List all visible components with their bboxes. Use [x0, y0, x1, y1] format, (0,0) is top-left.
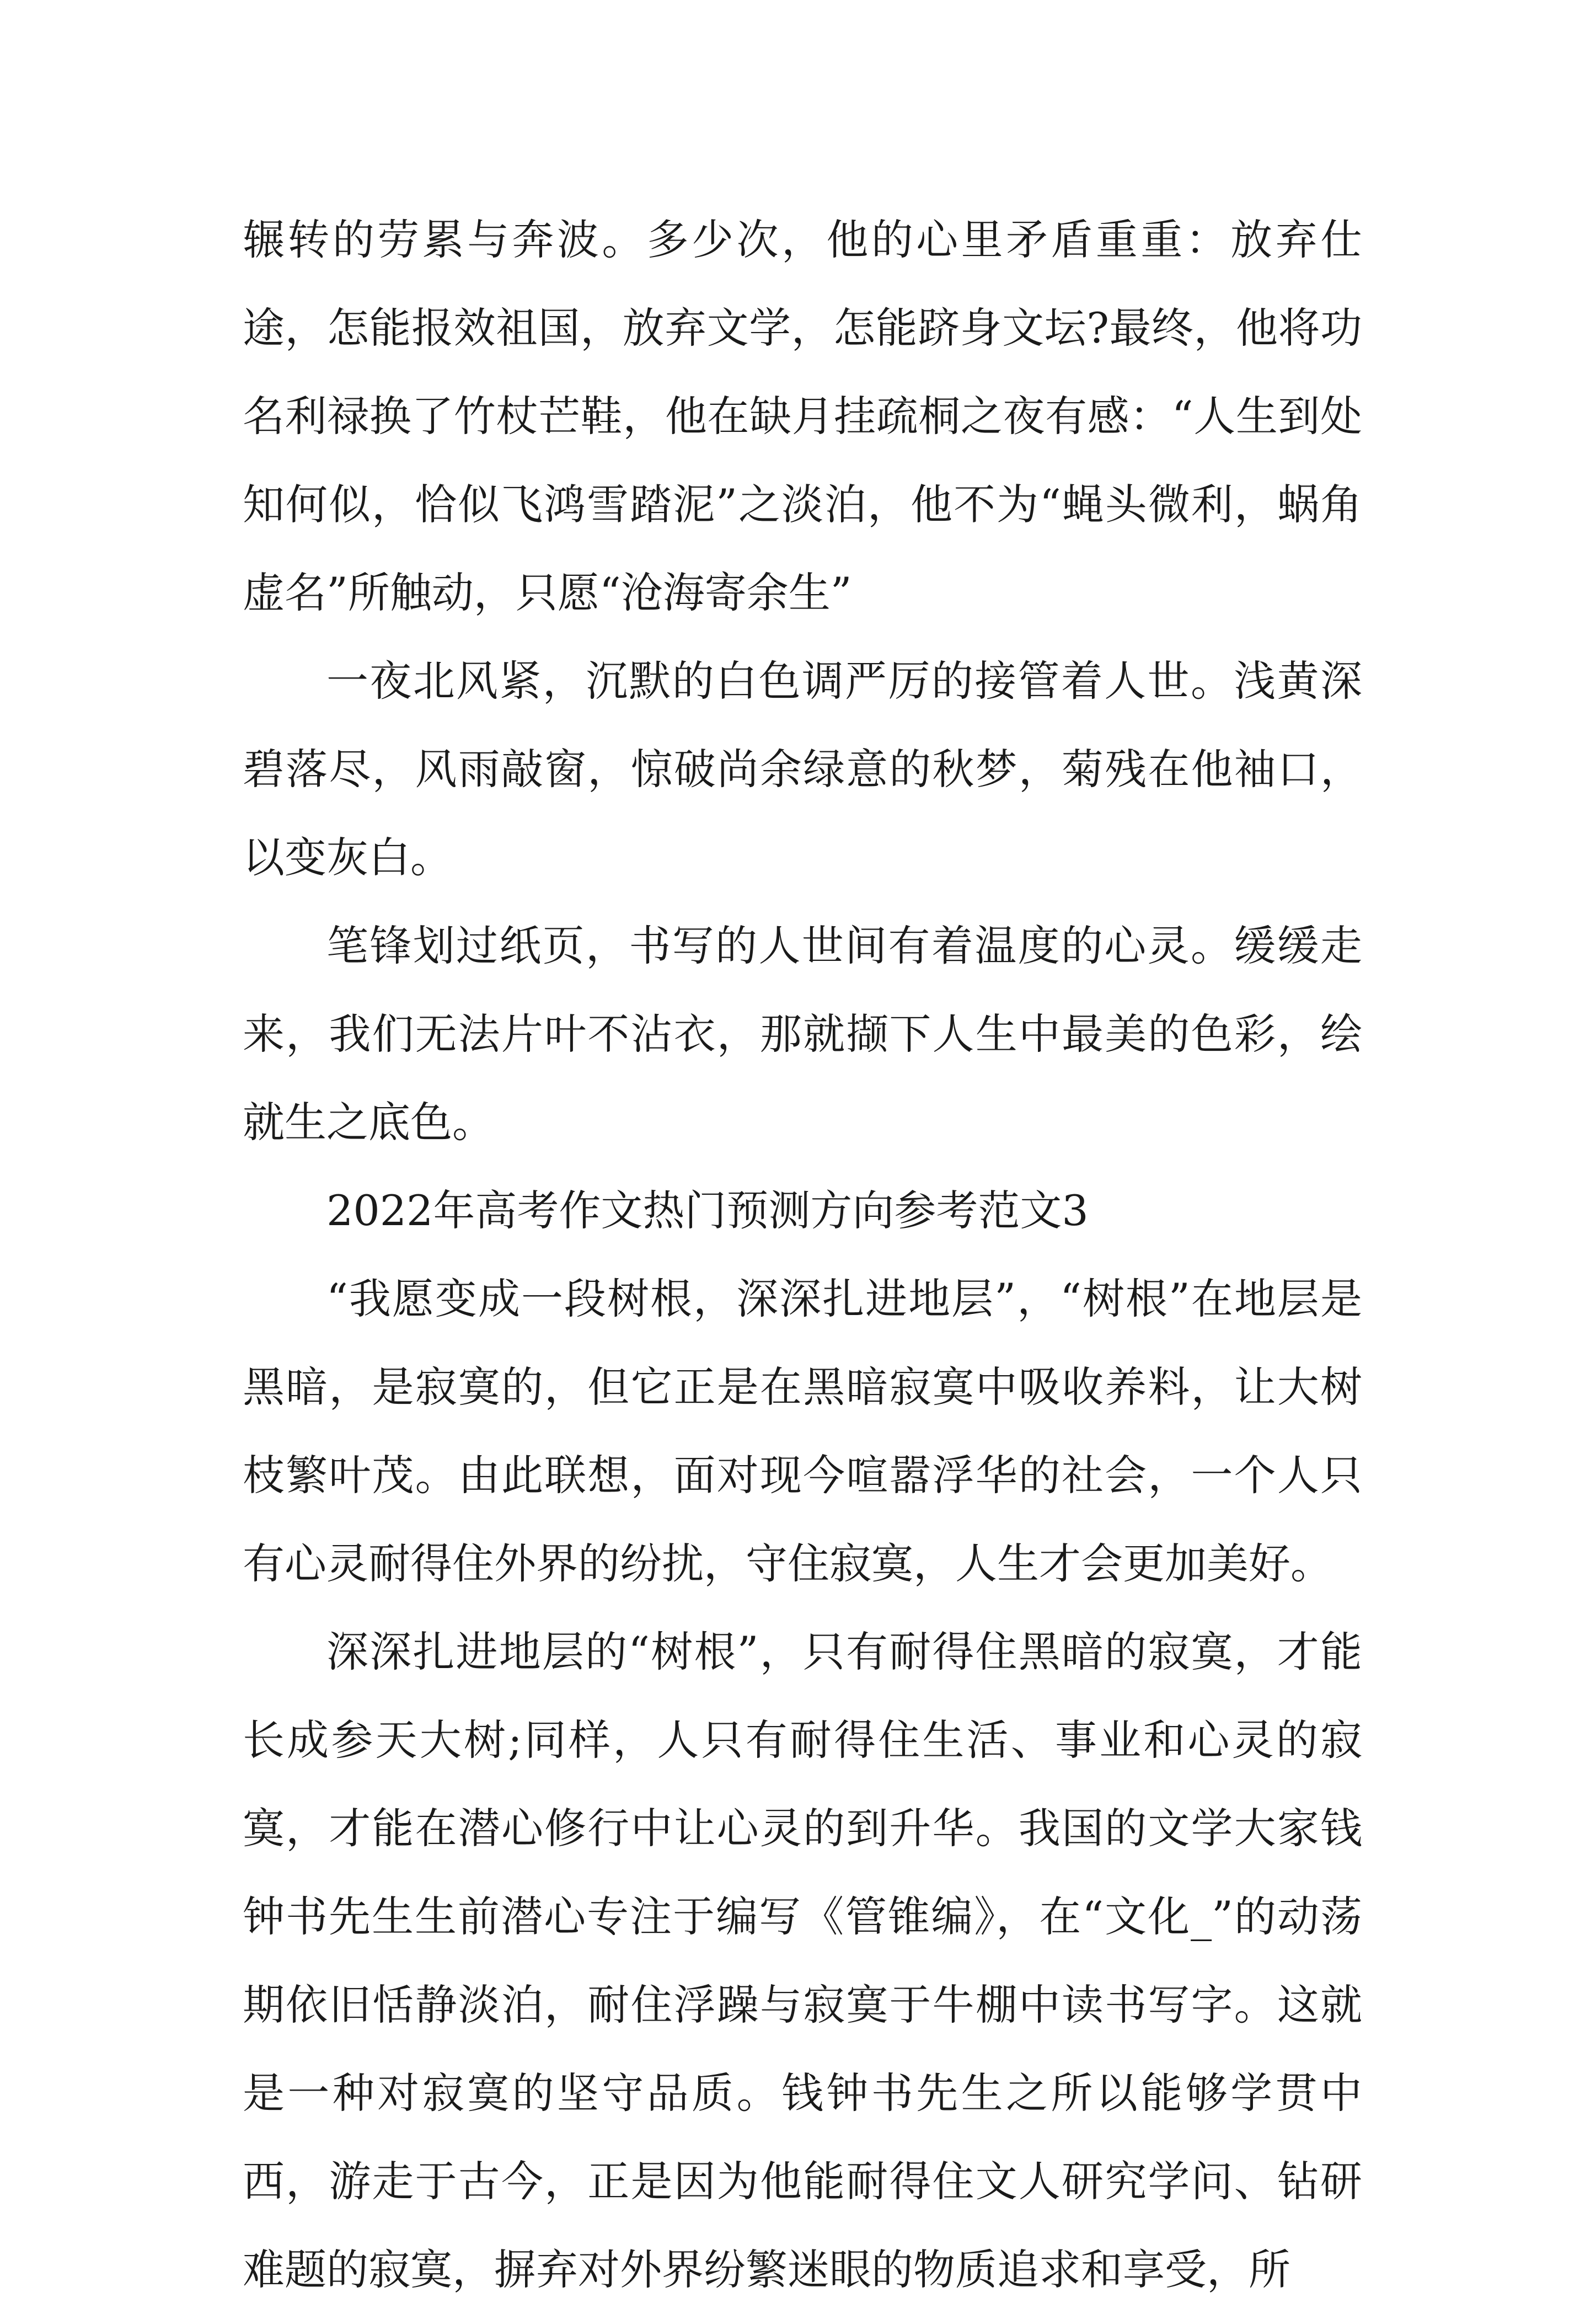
paragraph-1: 辗转的劳累与奔波。多少次，他的心里矛盾重重：放弃仕途，怎能报效祖国，放弃文学，怎能跻身文坛?最终，他将功名利禄换了竹杖芒鞋，他在缺月挂疏桐之夜有感：“人生到处知何似，恰似飞鸿雪踏泥”之淡泊，他不为“蝇头微利，蜗角虚名”所触动，只愿“沧海寄余生”	[243, 215, 1362, 617]
paragraph-3: 笔锋划过纸页，书写的人世间有着温度的心灵。缓缓走来，我们无法片叶不沾衣，那就撷下人生中最美的色彩，绘就生之底色。	[243, 921, 1362, 1147]
document-body	[243, 196, 1362, 2314]
paragraph-5: 深深扎进地层的“树根”，只有耐得住黑暗的寂寞，才能长成参天大树;同样，人只有耐得住生活、事业和心灵的寂寞，才能在潜心修行中让心灵的到升华。我国的文学大家钱钟书先生生前潜心专注于编写《管锥编》，在“文化_”的动荡期依旧恬静淡泊，耐住浮躁与寂寞于牛棚中读书写字。这就是一种对寂寞的坚守品质。钱钟书先生之所以能够学贯中西，游走于古今，正是因为他能耐得住文人研究学问、钻研难题的寂寞，摒弃对外界纷繁迷眼的物质追求和享受，所	[243, 1627, 1362, 2294]
paragraph-4: “我愿变成一段树根，深深扎进地层”，“树根”在地层是黑暗，是寂寞的，但它正是在黑暗寂寞中吸收养料，让大树枝繁叶茂。由此联想，面对现今喧嚣浮华的社会，一个人只有心灵耐得住外界的纷扰，守住寂寞，人生才会更加美好。	[243, 1274, 1362, 1588]
paragraph-2: 一夜北风紧，沉默的白色调严厉的接管着人世。浅黄深碧落尽，风雨敲窗，惊破尚余绿意的秋梦，菊残在他袖口，以变灰白。	[243, 656, 1362, 882]
section-heading: 2022年高考作文热门预测方向参考范文3	[326, 1186, 1089, 1235]
